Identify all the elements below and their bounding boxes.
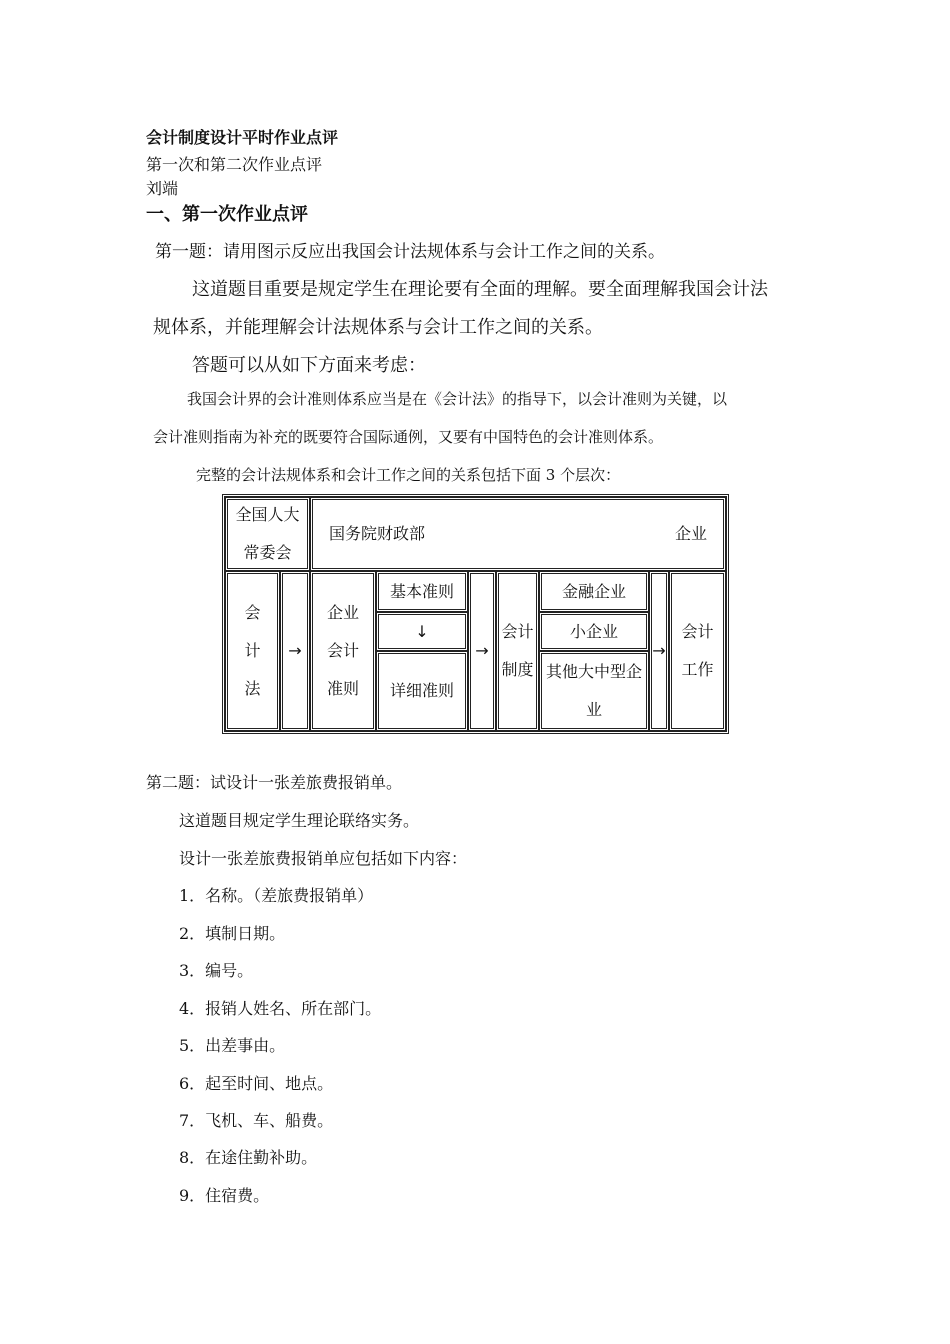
cell-detailed-standards: [376, 651, 468, 731]
npc-line-2: 常委会: [243, 543, 292, 562]
q2-paragraph-2: 设计一张差旅费报销单应包括如下内容：: [179, 849, 468, 868]
sys-line-1: 会计: [501, 622, 534, 641]
financial-enterprise-label: 金融企业: [561, 581, 626, 601]
arrow-right-3-glyph: →: [652, 641, 666, 660]
cell-small-enterprise: [539, 612, 649, 651]
law-char-1: 会: [244, 603, 261, 622]
small-enterprise-label: 小企业: [569, 621, 618, 641]
sys-line-2: 制度: [501, 660, 534, 679]
question-2: 第二题：试设计一张差旅费报销单。: [146, 773, 403, 792]
std-line-2: 会计: [326, 641, 359, 660]
paragraph-2: 答题可以从如下方面来考虑：: [192, 355, 426, 376]
npc-line-1: 全国人大: [235, 505, 300, 524]
enterprise-label: 企业: [674, 524, 707, 543]
paragraph-1-line-1: 这道题目重要是规定学生在理论要有全面的理解。要全面理解我国会计法: [192, 279, 768, 300]
cell-other-enterprise: [539, 651, 649, 731]
finance-ministry-label: 国务院财政部: [329, 524, 426, 543]
cell-finance-ministry: [310, 497, 726, 571]
q2-paragraph-1: 这道题目规定学生理论联络实务。: [179, 811, 420, 830]
arrow-right-3: [649, 571, 669, 731]
list-item: 3．编号。: [179, 961, 254, 980]
cell-accounting-system: [496, 571, 539, 731]
cell-accounting-law: [225, 571, 280, 731]
cell-enterprise-standards: [310, 571, 376, 731]
arrow-right-2: [468, 571, 496, 731]
doc-title: 会计制度设计平时作业点评: [146, 128, 339, 147]
question-1: 第一题：请用图示反应出我国会计法规体系与会计工作之间的关系。: [155, 242, 665, 262]
paragraph-3-line-2: 会计准则指南为补充的既要符合国际通例，又要有中国特色的会计准则体系。: [153, 428, 664, 446]
cell-accounting-work: [669, 571, 726, 731]
std-line-1: 企业: [326, 603, 359, 622]
detailed-standards-label: 详细准则: [389, 681, 454, 700]
std-line-3: 准则: [326, 679, 359, 698]
cell-basic-standards: [376, 571, 468, 612]
doc-subtitle: 第一次和第二次作业点评: [146, 155, 323, 174]
other-enterprise-line-1: 其他大中型企: [545, 662, 642, 681]
law-system-diagram: [222, 494, 729, 734]
list-item: 7．飞机、车、船费。: [179, 1111, 334, 1130]
list-item: 9．住宿费。: [179, 1186, 270, 1205]
law-char-2: 计: [244, 641, 261, 660]
doc-author: 刘端: [146, 179, 179, 198]
list-item: 4．报销人姓名、所在部门。: [179, 999, 382, 1018]
paragraph-3-line-1: 我国会计界的会计准则体系应当是在《会计法》的指导下，以会计准则为关键，以: [187, 390, 728, 408]
list-item: 6．起至时间、地点。: [179, 1074, 334, 1093]
work-line-1: 会计: [681, 622, 714, 641]
other-enterprise-line-2: 业: [585, 700, 602, 719]
list-item: 2．填制日期。: [179, 924, 286, 943]
paragraph-4: 完整的会计法规体系和会计工作之间的关系包括下面 3 个层次：: [196, 466, 621, 484]
list-item: 1．名称。（差旅费报销单）: [179, 886, 374, 905]
work-line-2: 工作: [681, 660, 714, 679]
list-item: 5．出差事由。: [179, 1036, 286, 1055]
arrow-down: [376, 612, 468, 651]
arrow-down-glyph: ↓: [415, 621, 429, 641]
law-char-3: 法: [244, 679, 261, 698]
list-item: 8．在途住勤补助。: [179, 1148, 318, 1167]
cell-financial-enterprise: [539, 571, 649, 612]
arrow-right-1: [280, 571, 310, 731]
paragraph-1-line-2: 规体系，并能理解会计法规体系与会计工作之间的关系。: [153, 317, 603, 338]
arrow-right-2-glyph: →: [475, 641, 489, 660]
section1-heading: 一、第一次作业点评: [146, 204, 308, 225]
cell-npc-standing-committee: [225, 497, 310, 571]
basic-standards-label: 基本准则: [389, 581, 454, 601]
arrow-right-1-glyph: →: [288, 641, 302, 660]
